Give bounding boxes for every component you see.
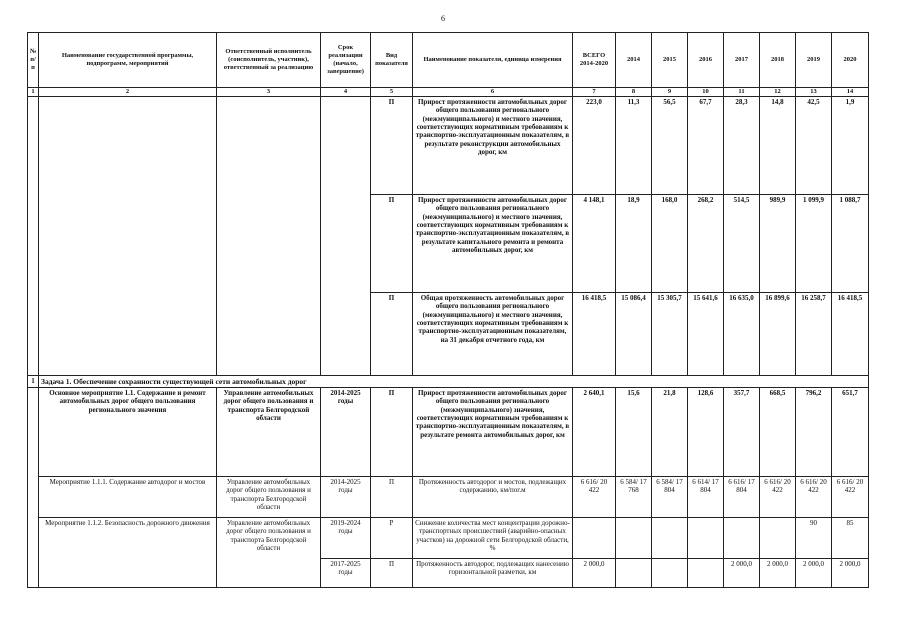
- empty-cell: [321, 96, 371, 375]
- value-cell: 21,8: [652, 387, 688, 476]
- value-cell: 28,3: [724, 96, 760, 194]
- value-cell: 14,8: [760, 96, 796, 194]
- header-indicator: Наименование показателя, единица измерения: [413, 33, 573, 88]
- indicator-kind: П: [371, 558, 413, 587]
- header-year: 2018: [760, 33, 796, 88]
- value-cell: [652, 517, 688, 558]
- col-number: 8: [616, 88, 652, 97]
- value-cell: 2 640,1: [573, 387, 616, 476]
- value-cell: [724, 517, 760, 558]
- measure-term: 2019-2024 годы: [321, 517, 371, 558]
- header-year: 2019: [796, 33, 832, 88]
- indicator-name: Протяженность автодорог, подлежащих нанесению горизонтальной разметки, км: [413, 558, 573, 587]
- empty-cell: [28, 96, 39, 375]
- value-cell: 1,9: [832, 96, 869, 194]
- value-cell: 668,5: [760, 387, 796, 476]
- empty-cell: [28, 387, 39, 587]
- value-cell: 268,2: [688, 194, 724, 292]
- table-row: [28, 476, 869, 517]
- col-number: 2: [39, 88, 217, 97]
- value-cell: 514,5: [724, 194, 760, 292]
- value-cell: 2 000,0: [796, 558, 832, 587]
- value-cell: [573, 517, 616, 558]
- value-cell: 16 635,0: [724, 292, 760, 375]
- header-num: № п/п: [28, 33, 39, 88]
- value-cell: 6 584/ 17 768: [616, 476, 652, 517]
- value-cell: [688, 558, 724, 587]
- value-cell: 989,9: [760, 194, 796, 292]
- col-number: 12: [760, 88, 796, 97]
- header-program: Наименование государственной программы, подпрограмм, мероприятий: [39, 33, 217, 88]
- indicator-kind: Р: [371, 517, 413, 558]
- value-cell: 15,6: [616, 387, 652, 476]
- col-number: 1: [28, 88, 39, 97]
- header-year: 2017: [724, 33, 760, 88]
- col-number: 4: [321, 88, 371, 97]
- value-cell: 2 000,0: [760, 558, 796, 587]
- value-cell: 85: [832, 517, 869, 558]
- value-cell: 16 418,5: [573, 292, 616, 375]
- value-cell: [688, 517, 724, 558]
- indicator-name: Общая протяженность автомобильных дорог общего пользования регионального (межмуниципального) и местного значения, соответствующих нормативным требованиям к транспортно-эксплуатационным показателям, на 31 декабря отчетного года, км: [413, 292, 573, 375]
- value-cell: [652, 558, 688, 587]
- table-row: [28, 387, 869, 476]
- value-cell: 2 000,0: [724, 558, 760, 587]
- indicator-name: Прирост протяженности автомобильных дорог общего пользования регионального (межмуниципального) и местного значения, соответствующих нормативным требованиям к транспортно-эксплуатационным показателям, в результате реконструкции автомобильных дорог, км: [413, 96, 573, 194]
- value-cell: [760, 517, 796, 558]
- measure-executor: Управление автомобильных дорог общего пользования и транспорта Белгородской области: [217, 387, 321, 476]
- header-executor: Ответственный исполнитель (соисполнитель, участник), ответственный за реализацию: [217, 33, 321, 88]
- empty-cell: [39, 96, 217, 375]
- column-number-row: [28, 88, 869, 97]
- header-year: 2020: [832, 33, 869, 88]
- empty-cell: [217, 96, 321, 375]
- value-cell: 16 258,7: [796, 292, 832, 375]
- value-cell: 1 088,7: [832, 194, 869, 292]
- indicator-name: Снижение количества мест концентрации дорожно-транспортных происшествий (аварийно-опасных участков) на дорожной сети Белгородской области, %: [413, 517, 573, 558]
- table-row: [28, 96, 869, 194]
- value-cell: [616, 558, 652, 587]
- indicator-name: Прирост протяженности автомобильных дорог общего пользования регионального (межмуниципального) значения, соответствующих нормативным требованиям к транспортно-эксплуатационным показателям, в результате ремонта автомобильных дорог, км: [413, 387, 573, 476]
- page-number: 6: [441, 14, 445, 23]
- measure-name: Мероприятие 1.1.2. Безопасность дорожного движения: [39, 517, 217, 587]
- value-cell: 67,7: [688, 96, 724, 194]
- value-cell: 15 305,7: [652, 292, 688, 375]
- col-number: 9: [652, 88, 688, 97]
- value-cell: 15 641,6: [688, 292, 724, 375]
- measure-executor: Управление автомобильных дорог общего пользования и транспорта Белгородской области: [217, 476, 321, 517]
- col-number: 3: [217, 88, 321, 97]
- indicator-name: Прирост протяженности автомобильных дорог общего пользования регионального (межмуниципального) и местного значения, соответствующих нормативным требованиям к транспортно-эксплуатационным показателям, в результате капитального ремонта и ремонта автомобильных дорог, км: [413, 194, 573, 292]
- measure-term: 2014-2025 годы: [321, 476, 371, 517]
- value-cell: 15 086,4: [616, 292, 652, 375]
- value-cell: 651,7: [832, 387, 869, 476]
- measure-name: Основное мероприятие 1.1. Содержание и ремонт автомобильных дорог общего пользования регионального значения: [39, 387, 217, 476]
- value-cell: 6 584/ 17 804: [652, 476, 688, 517]
- value-cell: 6 616/ 20 422: [796, 476, 832, 517]
- value-cell: 6 616/ 20 422: [573, 476, 616, 517]
- col-number: 13: [796, 88, 832, 97]
- measure-executor: Управление автомобильных дорог общего пользования и транспорта Белгородской области: [217, 517, 321, 587]
- col-number: 14: [832, 88, 869, 97]
- value-cell: 1 099,9: [796, 194, 832, 292]
- col-number: 10: [688, 88, 724, 97]
- value-cell: 6 616/ 20 422: [832, 476, 869, 517]
- value-cell: 16 418,5: [832, 292, 869, 375]
- task-number: 1: [28, 375, 39, 387]
- value-cell: 4 148,1: [573, 194, 616, 292]
- indicator-kind: П: [371, 96, 413, 194]
- header-kind: Вид показателя: [371, 33, 413, 88]
- value-cell: 2 000,0: [832, 558, 869, 587]
- col-number: 11: [724, 88, 760, 97]
- indicator-kind: П: [371, 292, 413, 375]
- indicator-kind: П: [371, 476, 413, 517]
- indicators-table: [27, 32, 869, 588]
- col-number: 7: [573, 88, 616, 97]
- table-row: [28, 517, 869, 558]
- value-cell: 128,6: [688, 387, 724, 476]
- value-cell: 16 899,6: [760, 292, 796, 375]
- value-cell: 168,0: [652, 194, 688, 292]
- indicator-name: Протяженность автодорог и мостов, подлежащих содержанию, км/пог.м: [413, 476, 573, 517]
- measure-term: 2014-2025 годы: [321, 387, 371, 476]
- indicator-kind: П: [371, 387, 413, 476]
- indicator-kind: П: [371, 194, 413, 292]
- value-cell: 2 000,0: [573, 558, 616, 587]
- measure-term: 2017-2025 годы: [321, 558, 371, 587]
- value-cell: 6 616/ 17 804: [724, 476, 760, 517]
- header-year: 2016: [688, 33, 724, 88]
- col-number: 6: [413, 88, 573, 97]
- header-year: 2015: [652, 33, 688, 88]
- task-title: Задача 1. Обеспечение сохранности существующей сети автомобильных дорог: [39, 375, 869, 387]
- header-year: 2014: [616, 33, 652, 88]
- value-cell: 357,7: [724, 387, 760, 476]
- header-total: ВСЕГО 2014-2020: [573, 33, 616, 88]
- value-cell: 223,0: [573, 96, 616, 194]
- header-term: Срок реализации (начало, завершение): [321, 33, 371, 88]
- value-cell: 6 614/ 17 804: [688, 476, 724, 517]
- value-cell: 18,9: [616, 194, 652, 292]
- header-row: [28, 33, 869, 88]
- value-cell: [616, 517, 652, 558]
- value-cell: 11,3: [616, 96, 652, 194]
- task-row: [28, 375, 869, 387]
- value-cell: 56,5: [652, 96, 688, 194]
- measure-name: Мероприятие 1.1.1. Содержание автодорог и мостов: [39, 476, 217, 517]
- value-cell: 6 616/ 20 422: [760, 476, 796, 517]
- value-cell: 796,2: [796, 387, 832, 476]
- col-number: 5: [371, 88, 413, 97]
- value-cell: 42,5: [796, 96, 832, 194]
- value-cell: 90: [796, 517, 832, 558]
